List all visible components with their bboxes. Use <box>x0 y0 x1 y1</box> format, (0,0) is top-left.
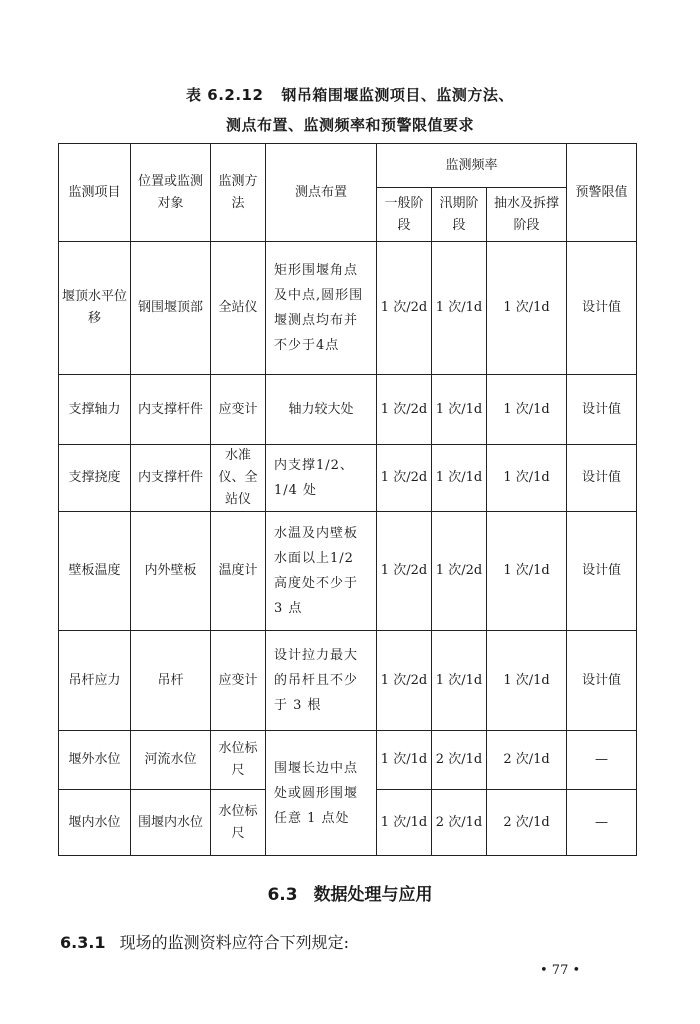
cell-points: 内支撑1/2、1/4 处 <box>266 445 377 512</box>
cell-pumping: 2 次/1d <box>487 731 567 790</box>
cell-points-merged: 围堰长边中点处或圆形围堰任意 1 点处 <box>266 731 377 856</box>
cell-pumping: 1 次/1d <box>487 631 567 731</box>
cell-method: 水位标尺 <box>211 790 266 856</box>
cell-item: 支撑挠度 <box>59 445 131 512</box>
cell-flood: 1 次/2d <box>432 512 487 631</box>
table-row <box>59 445 637 512</box>
cell-alarm: — <box>567 731 637 790</box>
cell-normal: 1 次/1d <box>377 731 432 790</box>
cell-method: 全站仪 <box>211 242 266 375</box>
cell-normal: 1 次/2d <box>377 242 432 375</box>
cell-pumping: 1 次/1d <box>487 512 567 631</box>
cell-normal: 1 次/2d <box>377 375 432 445</box>
cell-item: 吊杆应力 <box>59 631 131 731</box>
cell-pumping: 1 次/1d <box>487 242 567 375</box>
page-number: • 77 • <box>540 963 581 978</box>
header-flood: 汛期阶段 <box>432 188 487 242</box>
cell-flood: 1 次/1d <box>432 242 487 375</box>
table-row <box>59 731 637 790</box>
cell-flood: 2 次/1d <box>432 731 487 790</box>
cell-method: 应变计 <box>211 375 266 445</box>
cell-item: 堰内水位 <box>59 790 131 856</box>
clause-text: 现场的监测资料应符合下列规定: <box>119 933 349 952</box>
cell-item: 堰外水位 <box>59 731 131 790</box>
cell-location: 内支撑杆件 <box>131 375 211 445</box>
cell-pumping: 1 次/1d <box>487 375 567 445</box>
header-frequency: 监测频率 <box>377 144 567 188</box>
clause-number: 6.3.1 <box>60 933 106 952</box>
header-method: 监测方法 <box>211 144 266 242</box>
header-alarm: 预警限值 <box>567 144 637 242</box>
header-points: 测点布置 <box>266 144 377 242</box>
table-row <box>59 631 637 731</box>
cell-points: 轴力较大处 <box>266 375 377 445</box>
table-title-part1: 钢吊箱围堰监测项目、监测方法、 <box>281 86 514 104</box>
header-item: 监测项目 <box>59 144 131 242</box>
cell-points: 矩形围堰角点及中点,圆形围堰测点均布并不少于4点 <box>266 242 377 375</box>
table-caption-line1 <box>0 84 700 105</box>
cell-flood: 1 次/1d <box>432 631 487 731</box>
cell-method: 水准仪、全站仪 <box>211 445 266 512</box>
monitoring-table <box>58 143 637 856</box>
table-number: 表 6.2.12 <box>186 86 264 104</box>
cell-flood: 1 次/1d <box>432 445 487 512</box>
cell-method: 水位标尺 <box>211 731 266 790</box>
cell-location: 内外壁板 <box>131 512 211 631</box>
cell-normal: 1 次/2d <box>377 445 432 512</box>
section-heading <box>0 880 700 905</box>
cell-alarm: 设计值 <box>567 242 637 375</box>
cell-flood: 1 次/1d <box>432 375 487 445</box>
cell-pumping: 2 次/1d <box>487 790 567 856</box>
cell-location: 吊杆 <box>131 631 211 731</box>
cell-alarm: 设计值 <box>567 375 637 445</box>
cell-normal: 1 次/2d <box>377 631 432 731</box>
cell-normal: 1 次/1d <box>377 790 432 856</box>
section-title: 数据处理与应用 <box>313 885 433 905</box>
cell-item: 支撑轴力 <box>59 375 131 445</box>
cell-location: 内支撑杆件 <box>131 445 211 512</box>
cell-points: 设计拉力最大的吊杆且不少于 3 根 <box>266 631 377 731</box>
header-pumping: 抽水及拆撑阶段 <box>487 188 567 242</box>
table-row <box>59 375 637 445</box>
cell-location: 钢围堰顶部 <box>131 242 211 375</box>
section-number: 6.3 <box>267 885 298 905</box>
cell-method: 应变计 <box>211 631 266 731</box>
cell-item: 壁板温度 <box>59 512 131 631</box>
cell-method: 温度计 <box>211 512 266 631</box>
header-row-1 <box>59 144 637 188</box>
cell-pumping: 1 次/1d <box>487 445 567 512</box>
cell-alarm: 设计值 <box>567 512 637 631</box>
cell-location: 围堰内水位 <box>131 790 211 856</box>
cell-alarm: 设计值 <box>567 445 637 512</box>
table-title-part2: 测点布置、监测频率和预警限值要求 <box>225 116 474 134</box>
table-row <box>59 242 637 375</box>
cell-normal: 1 次/2d <box>377 512 432 631</box>
cell-flood: 2 次/1d <box>432 790 487 856</box>
cell-alarm: — <box>567 790 637 856</box>
clause-paragraph <box>60 930 349 953</box>
table-row <box>59 512 637 631</box>
cell-alarm: 设计值 <box>567 631 637 731</box>
cell-item: 堰顶水平位移 <box>59 242 131 375</box>
cell-points: 水温及内壁板水面以上1/2 高度处不少于 3 点 <box>266 512 377 631</box>
header-location: 位置或监测对象 <box>131 144 211 242</box>
cell-location: 河流水位 <box>131 731 211 790</box>
header-normal: 一般阶段 <box>377 188 432 242</box>
